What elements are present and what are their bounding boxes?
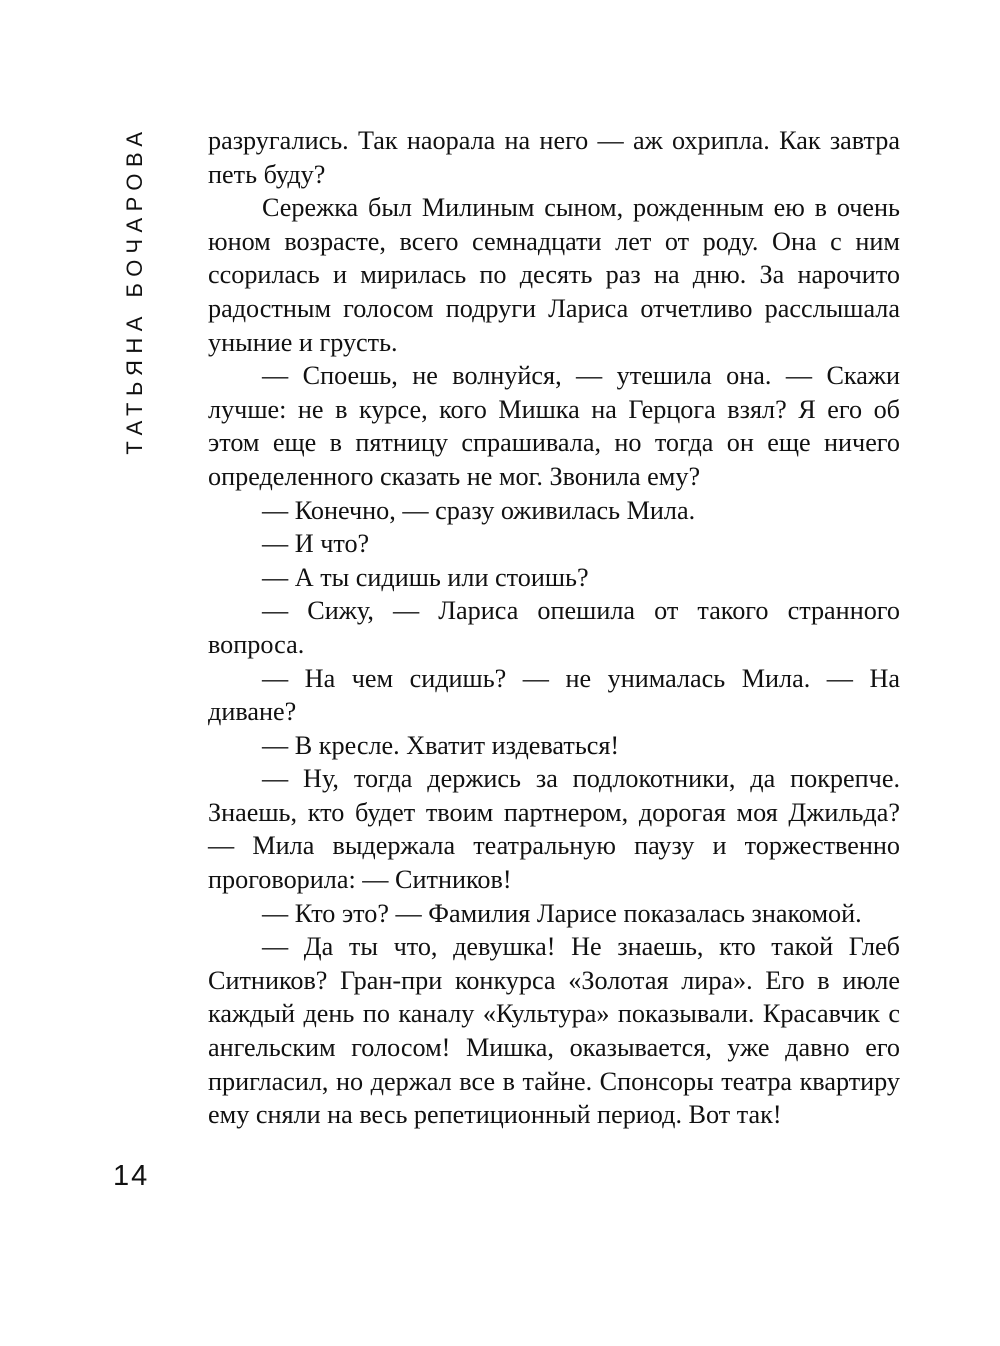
paragraph: разругались. Так наорала на него — аж охрипла. Как завтра петь буду?	[208, 126, 900, 189]
paragraph: — В кресле. Хватит издеваться!	[262, 730, 620, 760]
paragraph: — Споешь, не волнуйся, — утешила она. — Скажи лучше: не в курсе, кого Мишка на Герцога взял? Я его об этом еще в пятницу спрашивала, но тогда он еще ничего определенного сказать не мог. Звонила ему?	[208, 361, 900, 491]
page-number: 14	[113, 1160, 150, 1192]
paragraph: — Ну, тогда держись за подлокотники, да покрепче. Знаешь, кто будет твоим партнером, дорогая моя Джильда? — Мила выдержала театральную паузу и торжественно проговорила: — Ситников!	[208, 764, 900, 895]
paragraph: — Сижу, — Лариса опешила от такого странного вопроса.	[208, 596, 900, 659]
paragraph: — Кто это? — Фамилия Ларисе показалась знакомой.	[262, 898, 862, 928]
paragraph: — Конечно, — сразу оживилась Мила.	[262, 495, 696, 525]
paragraph: Сережка был Милиным сыном, рожденным ею в очень юном возрасте, всего семнадцати лет от роду. Она с ним ссорилась и мирилась по десять раз на дню. За нарочито радостным голосом подруги Лариса отчетливо расслышала уныние и грусть.	[208, 193, 900, 357]
paragraph: — А ты сидишь или стоишь?	[262, 562, 589, 592]
paragraph: — На чем сидишь? — не унималась Мила. — На диване?	[208, 663, 900, 727]
paragraph: — И что?	[262, 529, 370, 559]
paragraph: — Да ты что, девушка! Не знаешь, кто такой Глеб Ситников? Гран-при конкурса «Золотая лира». Его в июле каждый день по каналу «Культура» показывали. Красавчик с ангельским голосом! Мишка, оказывается, уже давно его пригласил, но держал все в тайне. Спонсоры театра квартиру ему сняли на весь репетиционный период. Вот так!	[208, 932, 900, 1130]
running-head: ТАТЬЯНА БОЧАРОВА	[122, 125, 147, 455]
text-block	[208, 124, 900, 1132]
